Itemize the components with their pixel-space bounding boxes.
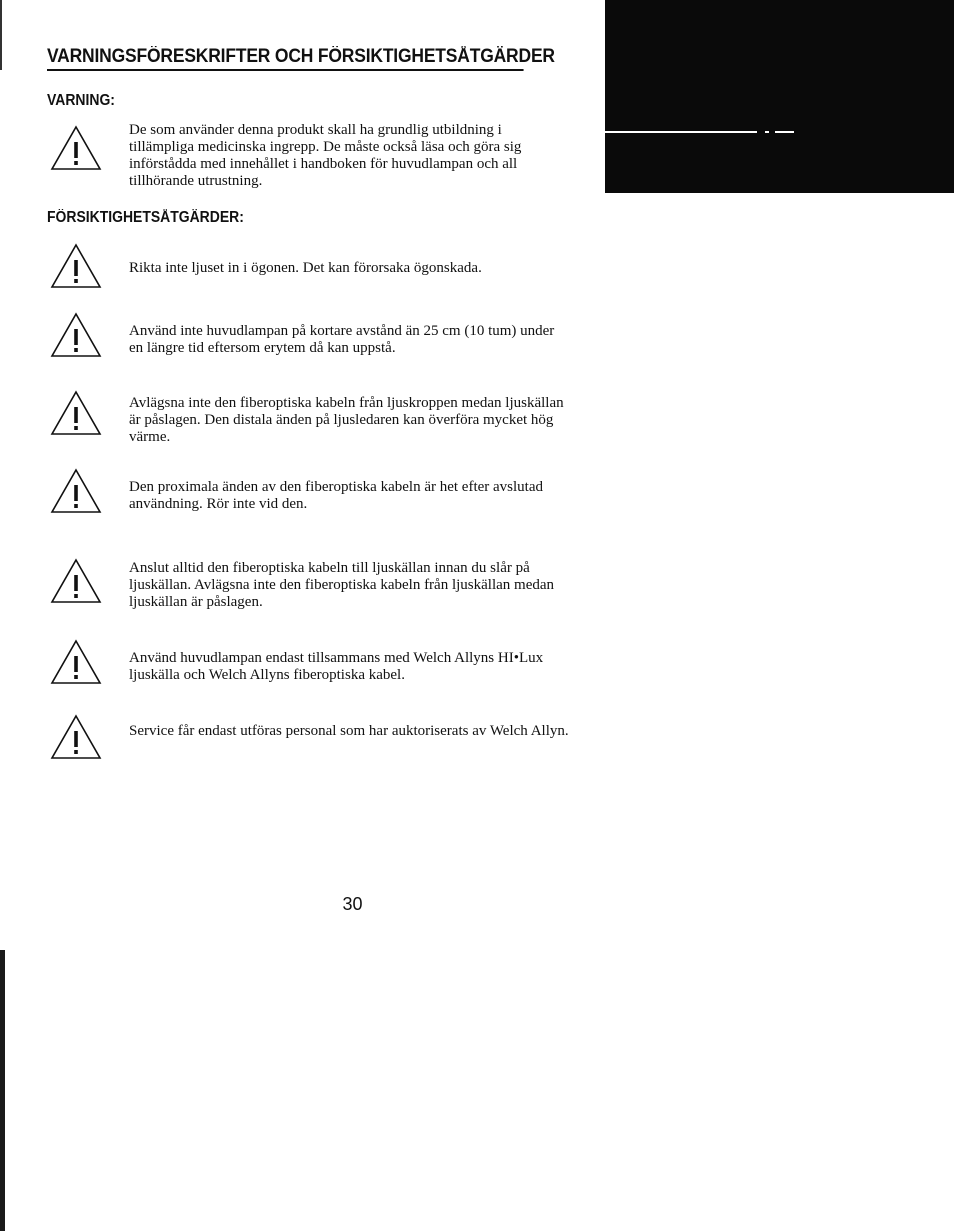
page-number: 30 bbox=[342, 894, 363, 914]
scan-edge-top bbox=[0, 0, 2, 70]
warning-triangle-icon bbox=[50, 639, 102, 685]
tab-line-short bbox=[775, 131, 794, 133]
warning-triangle-icon bbox=[50, 468, 102, 514]
caution-text: Den proximala änden av den fiberoptiska kabeln är het efter avslutad användning. Rör inte vid den. bbox=[129, 479, 544, 512]
warning-heading: VARNING: bbox=[47, 92, 115, 109]
caution-text: Använd inte huvudlampan på kortare avstånd än 25 cm (10 tum) under en längre tid eftersom erytem då kan uppstå. bbox=[129, 323, 555, 356]
caution-text: Använd huvudlampan endast tillsammans med Welch Allyns HI•Lux ljuskälla och Welch Allyns fiberoptiska kabel. bbox=[129, 650, 544, 683]
page-title: VARNINGSFÖRESKRIFTER OCH FÖRSIKTIGHETSÅTGÄRDER bbox=[47, 46, 524, 71]
warning-triangle-icon bbox=[50, 243, 102, 289]
scan-edge bbox=[0, 950, 5, 1231]
caution-text: Anslut alltid den fiberoptiska kabeln till ljuskällan innan du slår på ljuskällan. Avlägsna inte den fiberoptiska kabeln från ljuskällan medan ljuskällan är påslagen. bbox=[129, 560, 555, 610]
tab-line bbox=[605, 131, 757, 133]
warning-triangle-icon bbox=[50, 312, 102, 358]
caution-text: Avlägsna inte den fiberoptiska kabeln från ljuskroppen medan ljuskällan är påslagen. Den distala änden på ljusledaren kan överföra mycket hög värme. bbox=[129, 395, 564, 445]
warning-triangle-icon bbox=[50, 714, 102, 760]
chapter-tab bbox=[605, 0, 954, 193]
caution-text: Rikta inte ljuset in i ögonen. Det kan förorsaka ögonskada. bbox=[129, 260, 482, 276]
caution-text: Service får endast utföras personal som har auktoriserats av Welch Allyn. bbox=[129, 723, 569, 739]
tab-line-dot bbox=[765, 131, 769, 133]
cautions-heading: FÖRSIKTIGHETSÅTGÄRDER: bbox=[47, 209, 244, 226]
warning-triangle-icon bbox=[50, 125, 102, 171]
warning-text: De som använder denna produkt skall ha grundlig utbildning i tillämpliga medicinska ingrepp. De måste också läsa och göra sig införstådda med innehållet i handboken för huvudlampan och all tillhörande utrustning. bbox=[129, 122, 522, 189]
warning-triangle-icon bbox=[50, 558, 102, 604]
warning-triangle-icon bbox=[50, 390, 102, 436]
